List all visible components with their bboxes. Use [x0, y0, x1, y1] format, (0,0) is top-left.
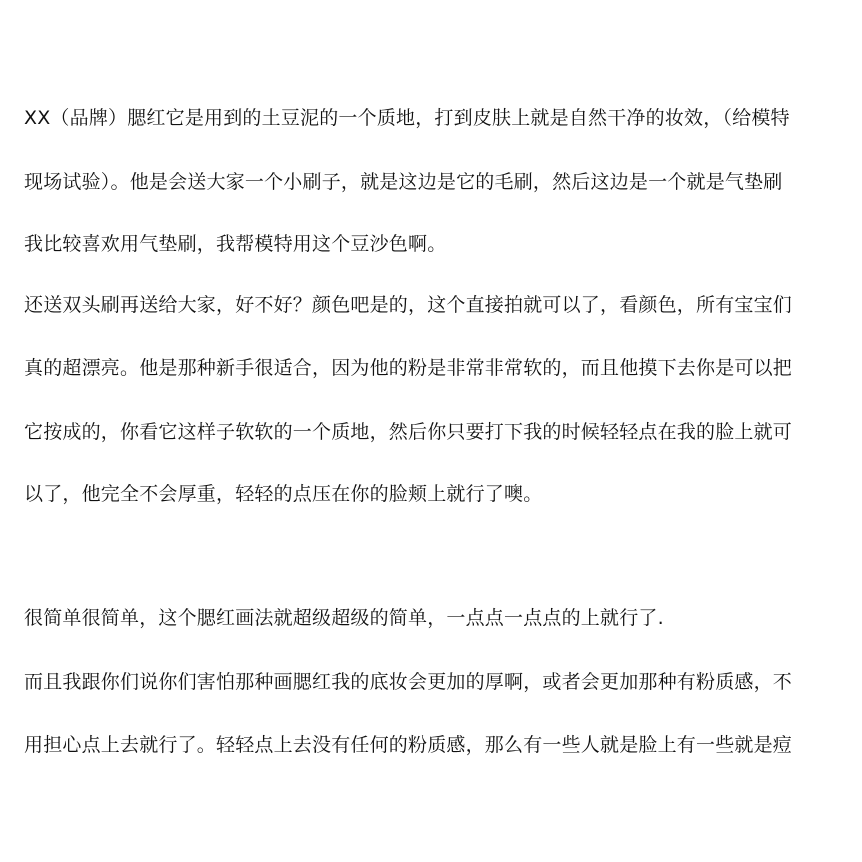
text-line-4: 还送双头刷再送给大家，好不好？颜色吧是的，这个直接拍就可以了，看颜色，所有宝宝们: [24, 294, 793, 316]
text-line-3: 我比较喜欢用气垫刷，我帮模特用这个豆沙色啊。: [24, 233, 447, 255]
text-line-6: 它按成的，你看它这样子软软的一个质地，然后你只要打下我的时候轻轻点在我的脸上就可: [24, 421, 793, 443]
text-line-1: XX（品牌）腮红它是用到的土豆泥的一个质地，打到皮肤上就是自然干净的妆效，（给模特: [24, 107, 790, 129]
text-line-7: 以了，他完全不会厚重，轻轻的点压在你的脸颊上就行了噢。: [24, 483, 543, 505]
text-line-8: 很简单很简单，这个腮红画法就超级超级的简单，一点点一点点的上就行了.: [24, 607, 664, 629]
text-line-5: 真的超漂亮。他是那种新手很适合，因为他的粉是非常非常软的，而且他摸下去你是可以把: [24, 357, 793, 379]
text-line-9: 而且我跟你们说你们害怕那种画腮红我的底妆会更加的厚啊，或者会更加那种有粉质感，不: [24, 671, 793, 693]
text-line-2: 现场试验）。他是会送大家一个小刷子，就是这边是它的毛刷，然后这边是一个就是气垫刷: [24, 171, 783, 193]
text-line-10: 用担心点上去就行了。轻轻点上去没有任何的粉质感，那么有一些人就是脸上有一些就是痘: [24, 734, 793, 756]
